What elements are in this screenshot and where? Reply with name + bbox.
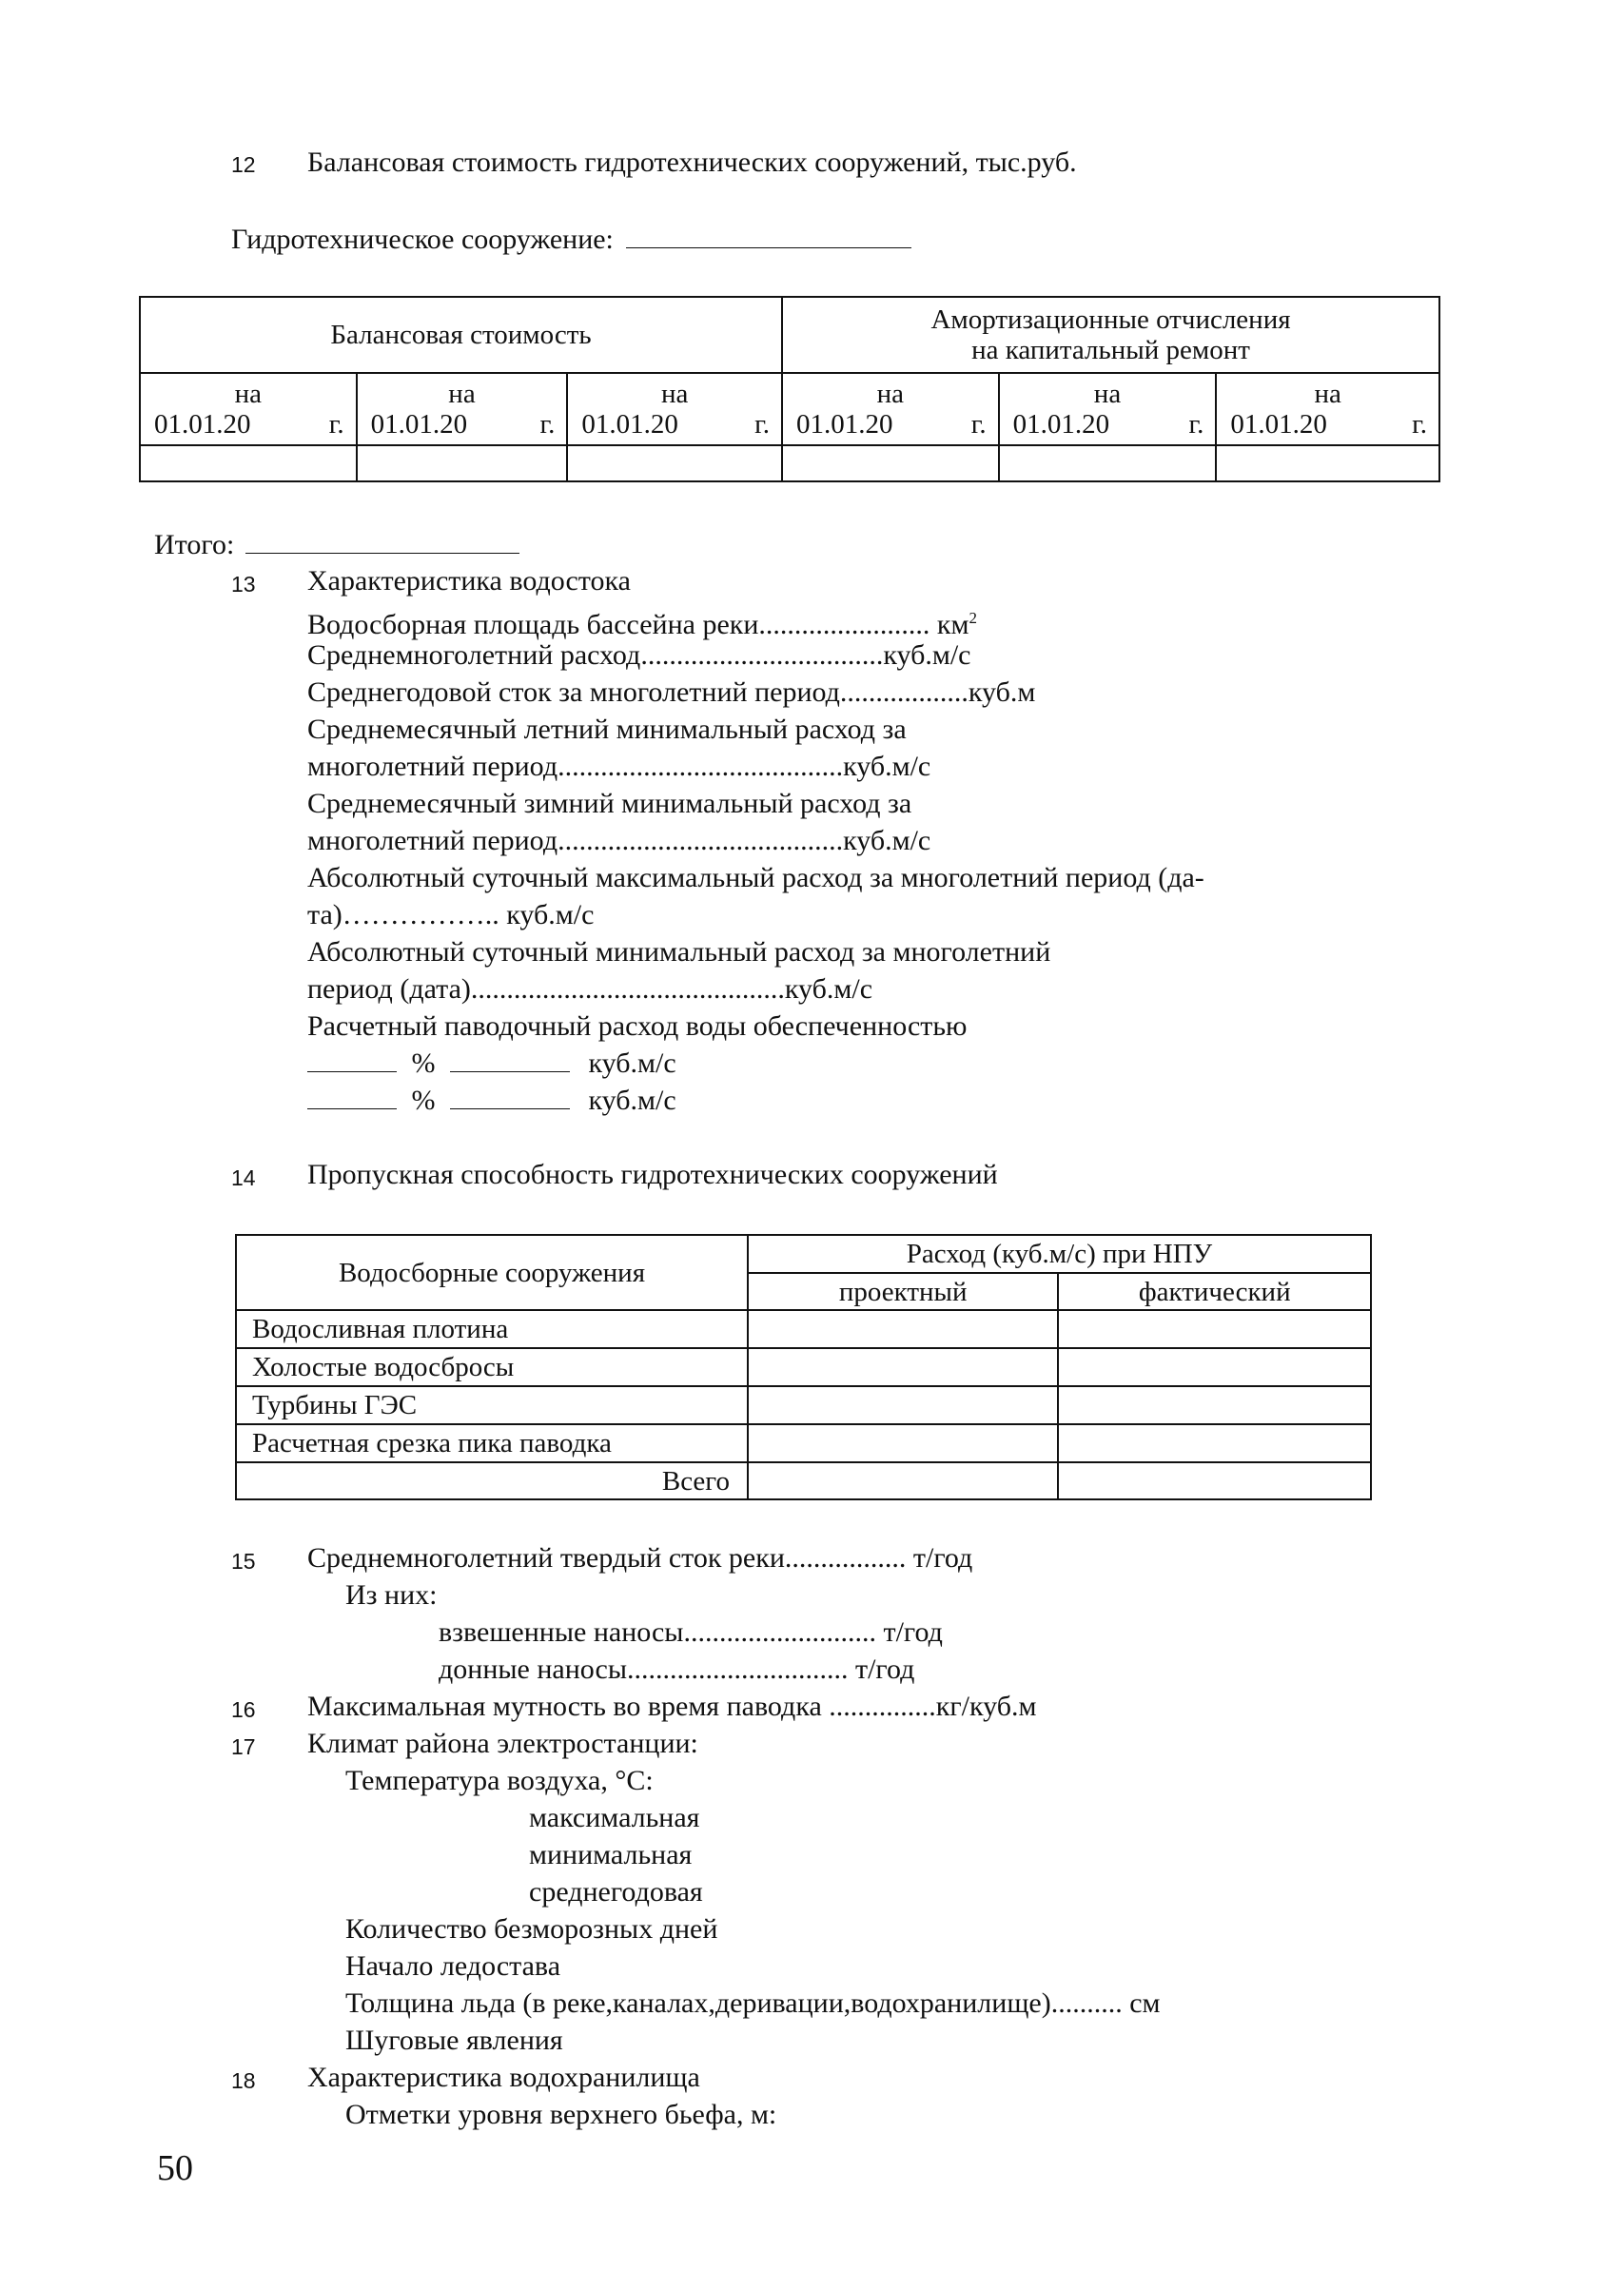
date-header [999, 373, 1217, 445]
total-label [154, 527, 519, 563]
water-line: период (дата)............................................куб.м/с [307, 973, 873, 1005]
balance-value-header: Балансовая стоимость [140, 297, 782, 373]
table-row-label: Расчетная срезка пика паводка [236, 1424, 748, 1462]
flow-unit: куб.м/с [588, 1047, 676, 1079]
date-header-year-suffix: г. [970, 409, 987, 440]
percent-sign: % [411, 1047, 436, 1079]
section-12-title: Балансовая стоимость гидротехнических сооружений, тыс.руб. [307, 147, 1077, 178]
flood-flow-row [307, 1083, 676, 1119]
structure-label [231, 222, 911, 258]
climate-item: Начало ледостава [345, 1950, 561, 1982]
flow-header: Расход (куб.м/с) при НПУ [748, 1235, 1371, 1273]
flow-unit: куб.м/с [588, 1085, 676, 1116]
water-line: Среднегодовой сток за многолетний период..................куб.м [307, 676, 1036, 708]
empty-cell [748, 1386, 1058, 1424]
total-blank [245, 528, 519, 554]
sediment-line: взвешенные наносы........................... т/год [439, 1616, 943, 1648]
empty-cell [567, 445, 782, 481]
water-line: Абсолютный суточный минимальный расход за многолетний [307, 936, 1051, 968]
date-header [357, 373, 568, 445]
sediment-line: донные наносы............................... т/год [439, 1654, 915, 1685]
section-16-title: Максимальная мутность во время паводка ...............кг/куб.м [307, 1691, 1037, 1722]
empty-cell [357, 445, 568, 481]
water-line: Расчетный паводочный расход воды обеспеченностью [307, 1010, 968, 1042]
date-header-date: 01.01.20 [154, 409, 251, 440]
water-line: многолетний период........................................куб.м/с [307, 825, 931, 856]
date-header-date: 01.01.20 [370, 409, 468, 440]
date-header-year-suffix: г. [1188, 409, 1204, 440]
empty-cell [1216, 445, 1439, 481]
of-them-label: Из них: [345, 1579, 438, 1611]
water-line: Среднемноголетний расход..................................куб.м/с [307, 639, 971, 671]
section-13-title: Характеристика водостока [307, 565, 631, 597]
km-superscript: 2 [969, 609, 977, 627]
empty-cell [1058, 1348, 1371, 1386]
section-14-title: Пропускная способность гидротехнических сооружений [307, 1159, 998, 1190]
empty-cell [782, 445, 999, 481]
empty-cell [748, 1310, 1058, 1348]
capacity-table [235, 1234, 1372, 1500]
date-header [567, 373, 782, 445]
climate-item: Шуговые явления [345, 2025, 563, 2056]
empty-cell [1058, 1462, 1371, 1499]
actual-header: фактический [1058, 1273, 1371, 1310]
air-temperature-label: Температура воздуха, °С: [345, 1765, 654, 1796]
climate-item: Толщина льда (в реке,каналах,деривации,водохранилище).......... см [345, 1987, 1161, 2019]
flood-flow-row [307, 1046, 676, 1082]
date-header-date: 01.01.20 [1012, 409, 1110, 440]
percent-blank [307, 1047, 397, 1072]
climate-item: Количество безморозных дней [345, 1913, 718, 1945]
page-number: 50 [157, 2148, 193, 2188]
section-18-number: 18 [231, 2068, 256, 2093]
date-header-na: на [234, 379, 263, 409]
water-line: та)…………….. куб.м/с [307, 899, 595, 930]
design-header: проектный [748, 1273, 1058, 1310]
section-17-number: 17 [231, 1734, 256, 1759]
section-12-number: 12 [231, 152, 256, 177]
percent-sign: % [411, 1085, 436, 1116]
date-header-year-suffix: г. [1412, 409, 1427, 440]
section-14-number: 14 [231, 1165, 256, 1190]
structure-label-text: Гидротехническое сооружение: [231, 224, 614, 255]
empty-cell [140, 445, 357, 481]
water-line: многолетний период........................................куб.м/с [307, 751, 931, 782]
date-header-na: на [448, 379, 476, 409]
empty-cell [748, 1424, 1058, 1462]
structure-blank [626, 223, 911, 248]
water-line: Абсолютный суточный максимальный расход за многолетний период (да- [307, 862, 1204, 893]
temperature-item: среднегодовая [529, 1876, 703, 1908]
table-row-label: Водосливная плотина [236, 1310, 748, 1348]
water-line: Среднемесячный летний минимальный расход за [307, 714, 907, 745]
date-header [1216, 373, 1439, 445]
structures-header: Водосборные сооружения [236, 1235, 748, 1310]
table-row-label: Турбины ГЭС [236, 1386, 748, 1424]
section-17-title: Климат района электростанции: [307, 1728, 698, 1759]
date-header-year-suffix: г. [754, 409, 771, 440]
empty-cell [748, 1348, 1058, 1386]
upstream-level-label: Отметки уровня верхнего бьефа, м: [345, 2099, 777, 2130]
date-header-date: 01.01.20 [1230, 409, 1327, 440]
date-header [140, 373, 357, 445]
depreciation-header-line2: на капитальный ремонт [971, 335, 1250, 365]
date-header-na: на [1314, 379, 1341, 409]
date-header-na: на [660, 379, 689, 409]
percent-blank [307, 1084, 397, 1109]
total-row-label: Всего [236, 1462, 748, 1499]
section-16-number: 16 [231, 1697, 256, 1722]
flow-blank [450, 1047, 570, 1072]
date-header-year-suffix: г. [328, 409, 344, 440]
section-13-number: 13 [231, 572, 256, 597]
date-header [782, 373, 999, 445]
temperature-item: минимальная [529, 1839, 693, 1870]
flow-blank [450, 1084, 570, 1109]
total-label-text: Итого: [154, 529, 235, 560]
empty-cell [999, 445, 1217, 481]
date-header-na: на [1093, 379, 1122, 409]
depreciation-header [782, 297, 1439, 373]
date-header-year-suffix: г. [539, 409, 556, 440]
empty-cell [1058, 1310, 1371, 1348]
section-15-number: 15 [231, 1549, 256, 1574]
temperature-item: максимальная [529, 1802, 700, 1833]
empty-cell [748, 1462, 1058, 1499]
table-row-label: Холостые водосбросы [236, 1348, 748, 1386]
section-18-title: Характеристика водохранилища [307, 2062, 700, 2093]
depreciation-header-line1: Амортизационные отчисления [930, 304, 1291, 335]
catchment-area-text: Водосборная площадь бассейна реки........................ км [307, 609, 969, 640]
date-header-date: 01.01.20 [796, 409, 893, 440]
empty-cell [1058, 1386, 1371, 1424]
balance-table [139, 296, 1440, 482]
date-header-date: 01.01.20 [581, 409, 678, 440]
empty-cell [1058, 1424, 1371, 1462]
water-line: Среднемесячный зимний минимальный расход за [307, 788, 912, 819]
section-15-title: Среднемноголетний твердый сток реки................. т/год [307, 1542, 973, 1574]
date-header-na: на [876, 379, 905, 409]
